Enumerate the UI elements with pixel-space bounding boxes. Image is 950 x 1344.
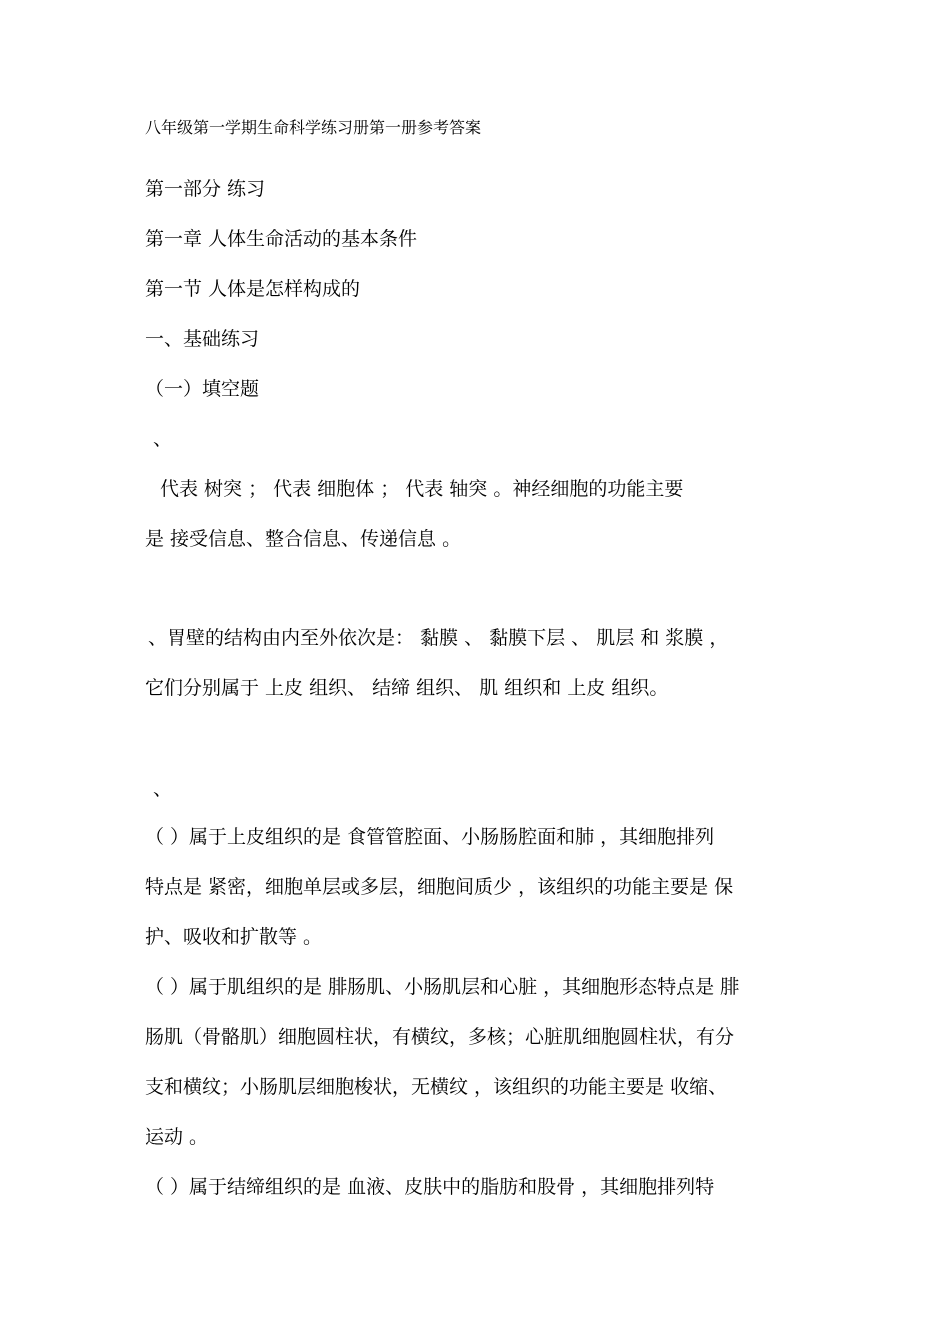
question-3b-line-2: 肠肌（骨骼肌）细胞圆柱状，有横纹，多核；心脏肌细胞圆柱状，有分 — [145, 1026, 735, 1048]
document-title: 八年级第一学期生命科学练习册第一册参考答案 — [145, 118, 482, 137]
question-3b-line-1: （ ）属于肌组织的是 腓肠肌、小肠肌层和心脏 ，其细胞形态特点是 腓 — [145, 976, 740, 998]
question-2-line-2: 它们分别属于 上皮 组织、 结缔 组织、 肌 组织和 上皮 组织。 — [145, 677, 669, 699]
question-2-line-1: 、胃壁的结构由内至外依次是： 黏膜 、 黏膜下层 、 肌层 和 浆膜 ， — [148, 627, 729, 649]
question-3a-line-2: 特点是 紧密，细胞单层或多层，细胞间质少 ，该组织的功能主要是 保 — [145, 876, 734, 898]
question-3c-line-1: （ ）属于结缔组织的是 血液、皮肤中的脂肪和股骨 ，其细胞排列特 — [145, 1176, 715, 1198]
question-3a-line-3: 护、吸收和扩散等 。 — [145, 926, 323, 948]
question-1-line-2: 是 接受信息、整合信息、传递信息 。 — [145, 528, 462, 550]
question-1-marker: 、 — [153, 428, 173, 450]
chapter-heading: 第一章 人体生命活动的基本条件 — [145, 228, 418, 250]
question-3b-line-4: 运动 。 — [145, 1126, 209, 1148]
part-heading: 第一部分 练习 — [145, 178, 266, 200]
exercise-heading: 一、基础练习 — [145, 328, 260, 350]
section-heading: 第一节 人体是怎样构成的 — [145, 278, 361, 300]
question-3b-line-3: 支和横纹；小肠肌层细胞梭状，无横纹 ，该组织的功能主要是 收缩、 — [145, 1076, 728, 1098]
question-3a-line-1: （ ）属于上皮组织的是 食管管腔面、小肠肠腔面和肺 ，其细胞排列 — [145, 826, 715, 848]
question-3-marker: 、 — [153, 778, 173, 800]
fill-blank-subheading: （一）填空题 — [145, 378, 260, 400]
question-1-line-1: 代表 树突 ； 代表 细胞体 ； 代表 轴突 。神经细胞的功能主要 — [160, 478, 684, 500]
